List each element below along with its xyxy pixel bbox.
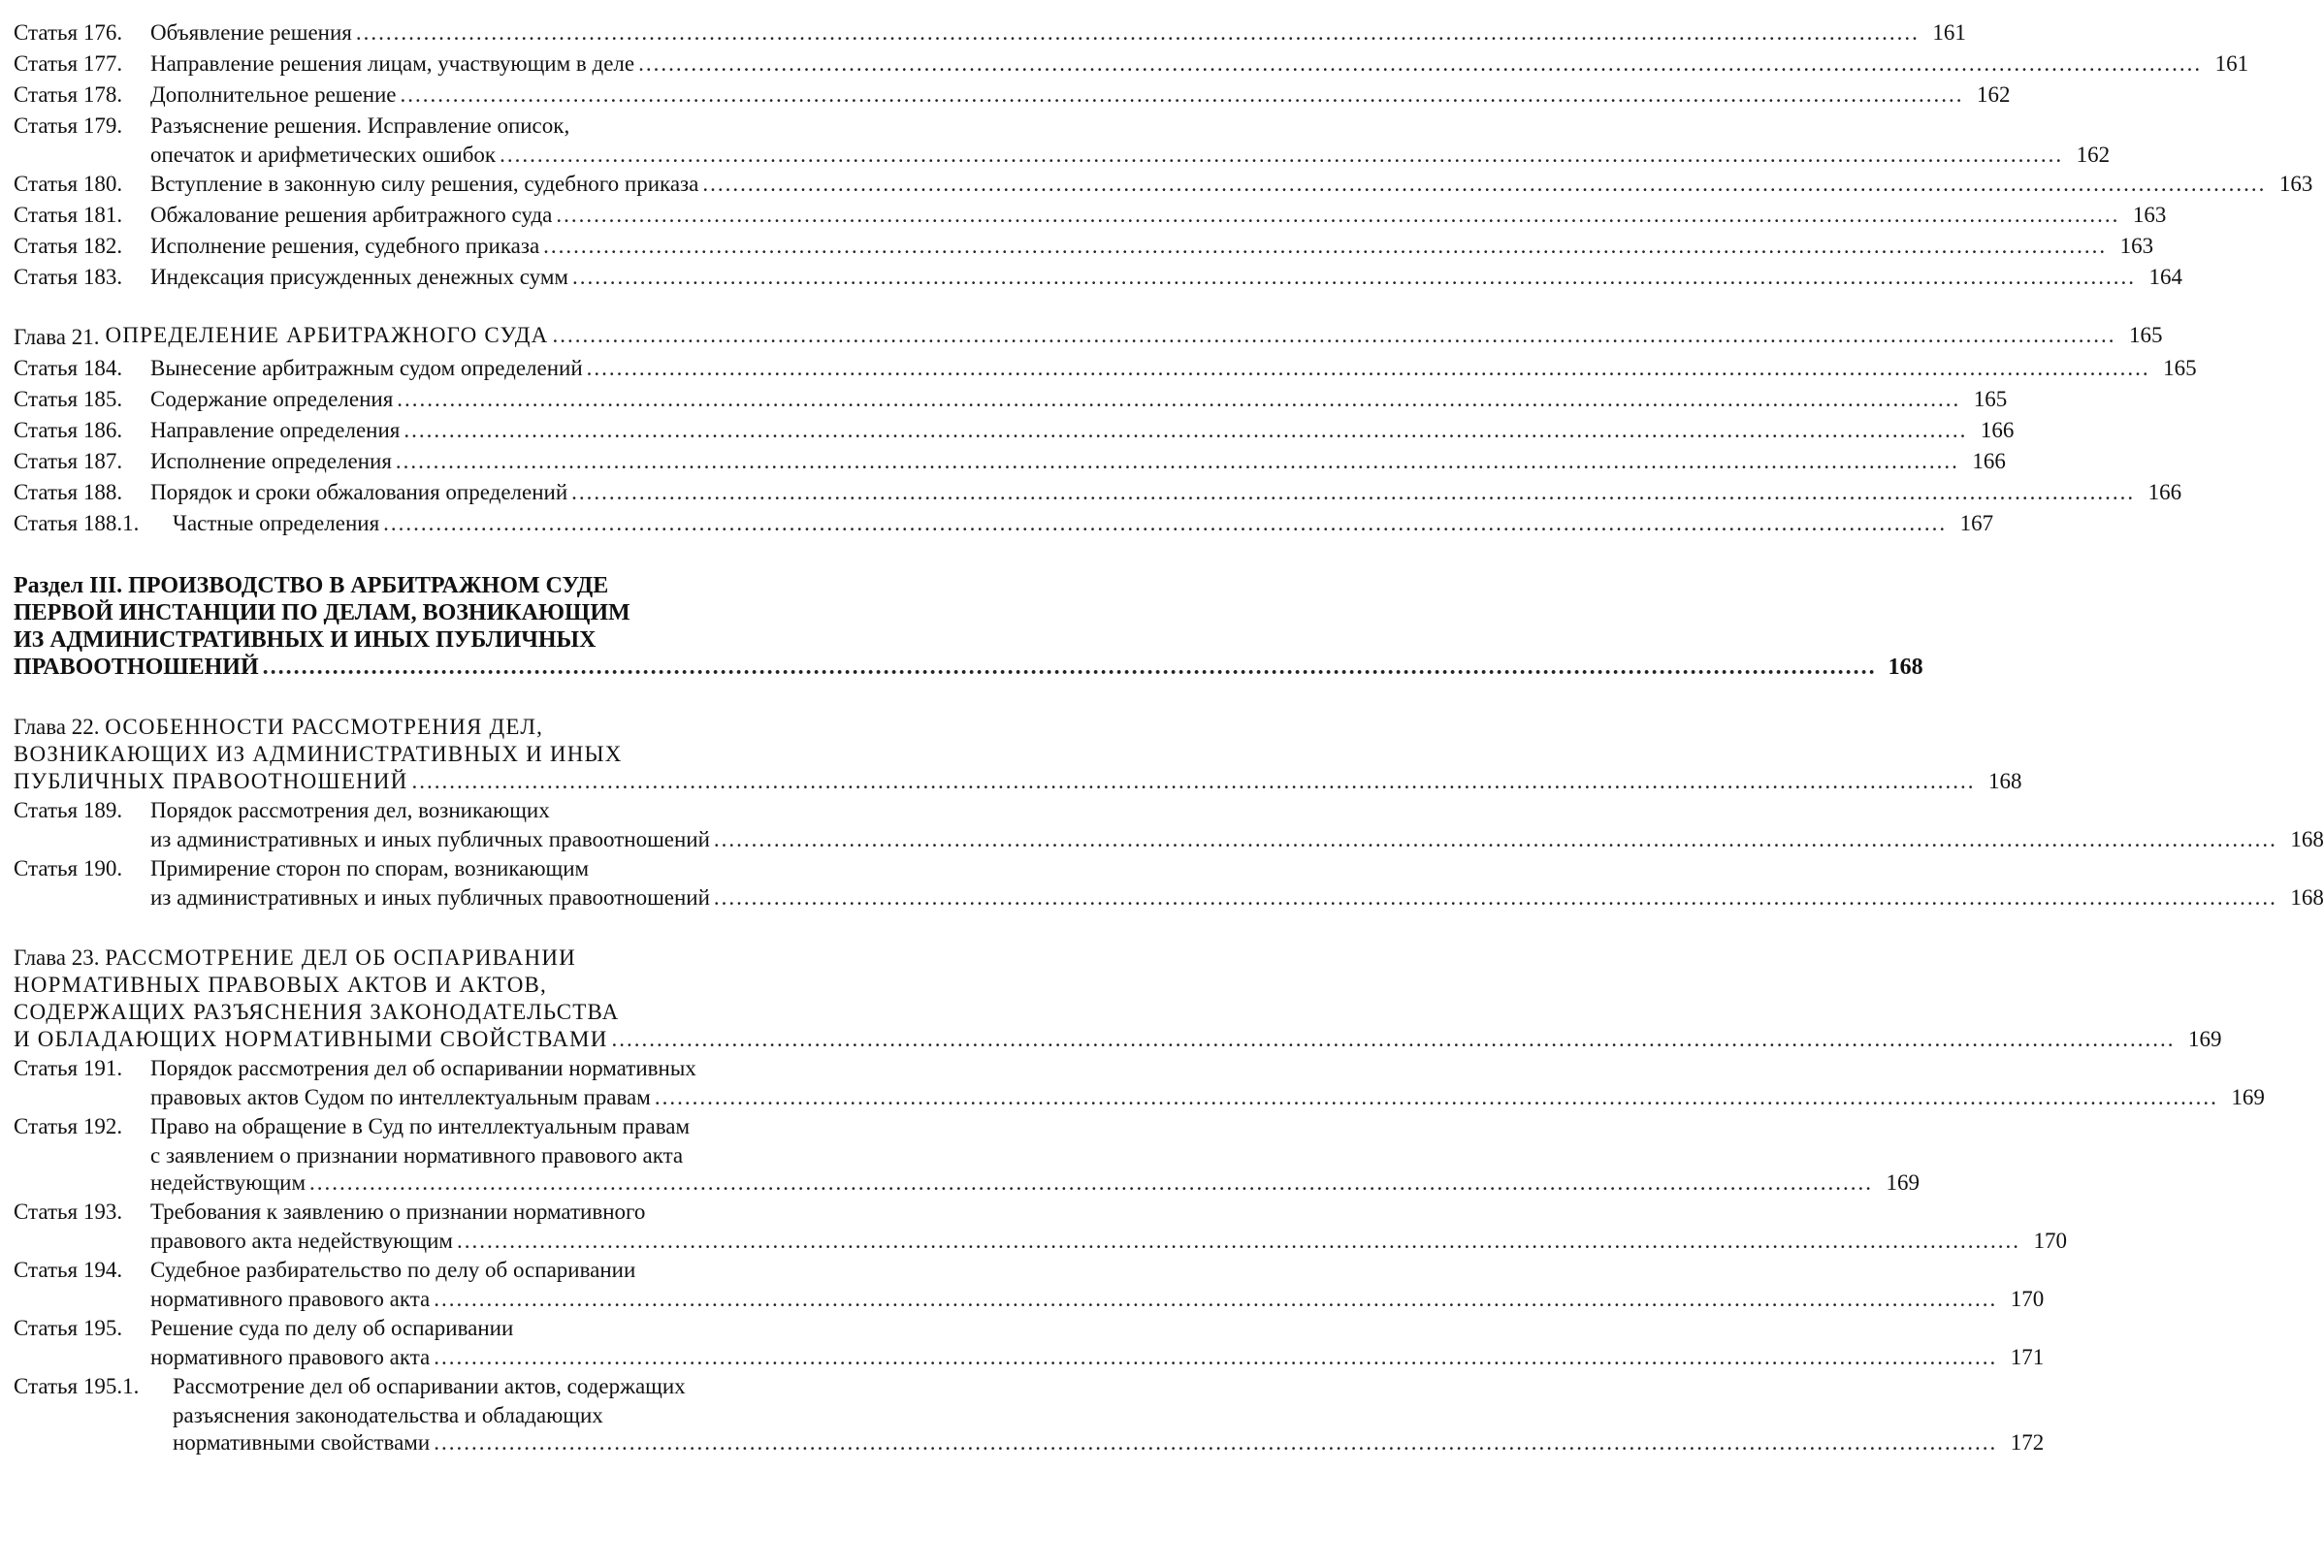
article-title: Вступление в законную силу решения, судебного приказа (150, 172, 699, 196)
leader-dots (571, 477, 2135, 508)
article-title: разъяснения законодательства и обладающих (173, 1403, 603, 1427)
article-title: Содержание определения (150, 387, 394, 411)
toc-entry[interactable] (14, 477, 2182, 508)
article-number: Статья 185. (14, 387, 123, 411)
page-number: 166 (2147, 480, 2182, 504)
article-title: Порядок рассмотрения дел об оспаривании нормативных (150, 1056, 696, 1080)
toc-entry[interactable] (14, 353, 2197, 384)
page-number: 169 (2188, 1027, 2222, 1051)
article-title: с заявлением о признании нормативного правового акта (150, 1143, 684, 1168)
toc-entry[interactable] (14, 200, 2167, 231)
chapter-title: ОСОБЕННОСТИ РАССМОТРЕНИЯ ДЕЛ, (105, 715, 544, 739)
toc-entry[interactable] (14, 1313, 2045, 1371)
article-title: правового акта недействующим (150, 1229, 453, 1253)
leader-dots (714, 826, 2277, 853)
toc-entry[interactable] (14, 1053, 2265, 1111)
toc-entry[interactable] (14, 415, 2015, 446)
page-number: 163 (2132, 203, 2167, 227)
leader-dots (434, 1429, 1997, 1456)
article-title: нормативного правового акта (150, 1287, 431, 1311)
chapter-title: И ОБЛАДАЮЩИХ НОРМАТИВНЫМИ СВОЙСТВАМИ (14, 1027, 608, 1051)
toc-entry[interactable] (14, 508, 1994, 539)
toc-entry[interactable] (14, 1197, 2067, 1255)
chapter-title: ВОЗНИКАЮЩИХ ИЗ АДМИНИСТРАТИВНЫХ И ИНЫХ (14, 742, 623, 766)
article-number: Статья 188. (14, 480, 123, 504)
page-number: 168 (2290, 885, 2324, 910)
leader-dots (309, 1169, 1873, 1197)
article-title: Вынесение арбитражным судом определений (150, 356, 583, 380)
leader-dots (457, 1228, 2020, 1255)
article-title: Требования к заявлению о признании нормативного (150, 1200, 646, 1224)
article-number: Статья 190. (14, 856, 123, 880)
article-title: правовых актов Судом по интеллектуальным правам (150, 1085, 651, 1109)
page-number: 162 (1977, 82, 2011, 107)
toc-entry[interactable] (14, 17, 1966, 48)
leader-dots (401, 80, 1964, 111)
article-title: Дополнительное решение (150, 82, 397, 107)
page-number: 165 (2128, 323, 2163, 347)
chapter-23-heading[interactable] (14, 944, 2222, 1053)
article-number: Статья 195. (14, 1316, 123, 1340)
article-title: Направление решения лицам, участвующим в деле (150, 51, 635, 76)
leader-dots (434, 1286, 1997, 1313)
toc-entry[interactable] (14, 169, 2313, 200)
article-title: Разъяснение решения. Исправление описок, (150, 113, 570, 138)
article-title: Право на обращение в Суд по интеллектуальным правам (150, 1114, 691, 1138)
leader-dots (397, 384, 1960, 415)
article-title: Решение суда по делу об оспаривании (150, 1316, 514, 1340)
article-number: Статья 181. (14, 203, 123, 227)
article-title: Примирение сторон по спорам, возникающим (150, 856, 590, 880)
section-title: ПЕРВОЙ ИНСТАНЦИИ ПО ДЕЛАМ, ВОЗНИКАЮЩИМ (14, 600, 630, 625)
article-title: Направление определения (150, 418, 401, 442)
article-title: из административных и иных публичных правоотношений (150, 885, 710, 910)
page-number: 165 (1973, 387, 2008, 411)
toc-entry[interactable] (14, 1111, 1921, 1197)
article-number: Статья 184. (14, 356, 123, 380)
toc-group-4 (14, 1053, 2265, 1456)
chapter-title: СОДЕРЖАЩИХ РАЗЪЯСНЕНИЯ ЗАКОНОДАТЕЛЬСТВА (14, 1000, 620, 1024)
article-title: Исполнение решения, судебного приказа (150, 234, 540, 258)
article-number: Статья 188.1. (14, 511, 140, 535)
page-number: 167 (1959, 511, 1994, 535)
article-title: недействующим (150, 1170, 307, 1195)
leader-dots (500, 142, 2063, 169)
leader-dots (543, 231, 2107, 262)
page-number: 165 (2163, 356, 2197, 380)
article-number: Статья 195.1. (14, 1374, 140, 1398)
page-number: 168 (1988, 769, 2022, 793)
toc-entry[interactable] (14, 231, 2154, 262)
page-number: 161 (1932, 20, 1966, 45)
article-number: Статья 193. (14, 1200, 123, 1224)
article-title: Порядок и сроки обжалования определений (150, 480, 568, 504)
page-number: 169 (1886, 1170, 1921, 1195)
leader-dots (552, 322, 2115, 349)
leader-dots (356, 17, 1920, 48)
section-title: ПРАВООТНОШЕНИЙ (14, 655, 259, 680)
toc-entry[interactable] (14, 1255, 2045, 1313)
chapter-21-heading[interactable] (14, 322, 2163, 353)
toc-entry[interactable] (14, 111, 2111, 169)
page-number: 168 (2290, 827, 2324, 851)
toc-entry[interactable] (14, 446, 2006, 477)
page-number: 170 (2033, 1229, 2067, 1253)
toc-entry[interactable] (14, 1371, 2045, 1456)
page-number: 163 (2278, 172, 2313, 196)
toc-group-1 (14, 17, 2313, 293)
article-title: из административных и иных публичных правоотношений (150, 827, 710, 851)
article-title: Рассмотрение дел об оспаривании актов, содержащих (173, 1374, 686, 1398)
leader-dots (702, 169, 2266, 200)
leader-dots (638, 48, 2202, 80)
page-number: 164 (2148, 265, 2182, 289)
section-3-heading[interactable] (14, 572, 1923, 681)
page-number: 169 (2231, 1085, 2265, 1109)
chapter-label: Глава 22. (14, 715, 100, 739)
chapter-title: ОПРЕДЕЛЕНИЕ АРБИТРАЖНОГО СУДА (105, 323, 549, 347)
chapter-22-heading[interactable] (14, 714, 2022, 795)
chapter-label: Глава 21. (14, 325, 100, 349)
article-number: Статья 189. (14, 798, 123, 822)
leader-dots (403, 415, 1967, 446)
article-title: Индексация присужденных денежных сумм (150, 265, 568, 289)
article-title: нормативного правового акта (150, 1345, 431, 1369)
article-number: Статья 179. (14, 113, 123, 138)
article-title: Частные определения (173, 511, 380, 535)
article-title: опечаток и арифметических ошибок (150, 143, 497, 167)
leader-dots (396, 446, 1959, 477)
leader-dots (587, 353, 2150, 384)
page-number: 168 (1888, 655, 1923, 680)
leader-dots (655, 1084, 2218, 1111)
page-number: 163 (2119, 234, 2154, 258)
page-number: 172 (2010, 1430, 2045, 1455)
leader-dots (612, 1026, 2176, 1053)
chapter-title: НОРМАТИВНЫХ ПРАВОВЫХ АКТОВ И АКТОВ, (14, 973, 548, 997)
article-title: нормативными свойствами (173, 1430, 431, 1455)
section-title: ИЗ АДМИНИСТРАТИВНЫХ И ИНЫХ ПУБЛИЧНЫХ (14, 627, 597, 653)
page-number: 166 (1972, 449, 2006, 473)
leader-dots (556, 200, 2119, 231)
leader-dots (434, 1344, 1997, 1371)
article-number: Статья 178. (14, 82, 123, 107)
article-number: Статья 183. (14, 265, 123, 289)
toc-entry[interactable] (14, 80, 2011, 111)
article-title: Судебное разбирательство по делу об оспаривании (150, 1258, 636, 1282)
toc-group-3 (14, 795, 2324, 912)
chapter-title: ПУБЛИЧНЫХ ПРАВООТНОШЕНИЙ (14, 769, 408, 793)
article-number: Статья 176. (14, 20, 123, 45)
article-number: Статья 177. (14, 51, 123, 76)
page-number: 166 (1980, 418, 2015, 442)
toc-group-2 (14, 353, 2197, 539)
page-number: 171 (2010, 1345, 2045, 1369)
toc-entry[interactable] (14, 853, 2324, 912)
section-title: Раздел III. ПРОИЗВОДСТВО В АРБИТРАЖНОМ СУДЕ (14, 573, 609, 598)
leader-dots (383, 508, 1947, 539)
article-number: Статья 182. (14, 234, 123, 258)
leader-dots (412, 768, 1976, 795)
page-number: 170 (2010, 1287, 2045, 1311)
article-number: Статья 187. (14, 449, 123, 473)
page-number: 161 (2214, 51, 2249, 76)
article-title: Исполнение определения (150, 449, 392, 473)
article-title: Объявление решения (150, 20, 352, 45)
article-number: Статья 186. (14, 418, 123, 442)
article-title: Обжалование решения арбитражного суда (150, 203, 553, 227)
toc-entry[interactable] (14, 795, 2324, 853)
article-number: Статья 191. (14, 1056, 123, 1080)
toc-entry[interactable] (14, 384, 2008, 415)
table-of-contents (14, 17, 2324, 1456)
leader-dots (572, 262, 2136, 293)
toc-entry[interactable] (14, 262, 2182, 293)
leader-dots (714, 884, 2277, 912)
leader-dots (263, 654, 1877, 681)
article-number: Статья 194. (14, 1258, 123, 1282)
page-number: 162 (2076, 143, 2111, 167)
chapter-title: РАССМОТРЕНИЕ ДЕЛ ОБ ОСПАРИВАНИИ (105, 945, 576, 970)
chapter-label: Глава 23. (14, 945, 100, 970)
article-number: Статья 180. (14, 172, 123, 196)
toc-entry[interactable] (14, 48, 2249, 80)
article-title: Порядок рассмотрения дел, возникающих (150, 798, 550, 822)
article-number: Статья 192. (14, 1114, 123, 1138)
